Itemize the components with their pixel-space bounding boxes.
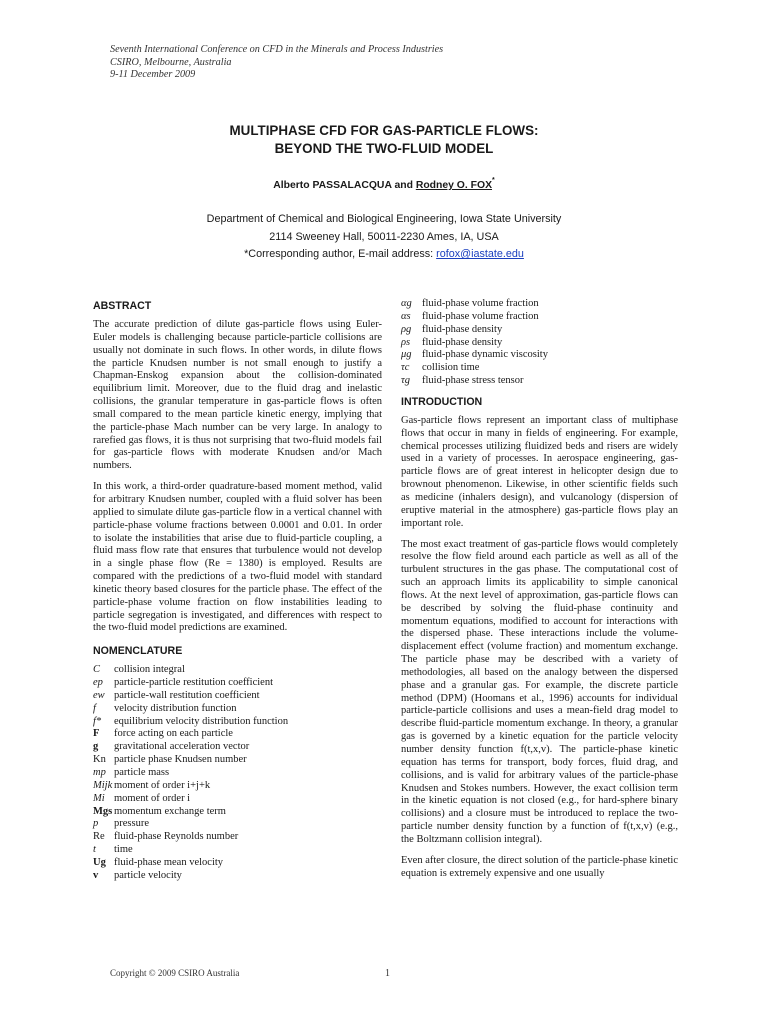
nomenclature-definition: momentum exchange term xyxy=(114,805,226,817)
nomenclature-item xyxy=(93,690,382,703)
nomenclature-item xyxy=(93,767,382,780)
nomenclature-definition: moment of order i+j+k xyxy=(114,779,211,791)
nomenclature-definition: equilibrium velocity distribution function xyxy=(114,715,289,727)
email-link[interactable]: rofox@iastate.edu xyxy=(436,248,524,260)
nomenclature-definition: force acting on each particle xyxy=(114,728,233,740)
nomenclature-symbol: C xyxy=(93,664,101,676)
left-column xyxy=(93,298,382,883)
nomenclature-symbol: p xyxy=(93,818,99,830)
abstract-paragraph-1: The accurate prediction of dilute gas-particle flows using Euler-Euler models is challenging because particle-particle collisions are usually not dominate in such flows. In other words, in dilute flows the particle Knudsen number is not small enough to justify a Chapman-Enskog expansion about the collision-dominated equilibrium limit. Moreover, due to the fluid drag and inelastic collisions, the granular temperature in gas-particle flows is often small compared to the mean particle kinetic energy, implying that the particle-phase Mach number can be very large. In analogy to rarefied gas flows, it is thus not surprising that two-fluid models fail for gas-particle flows with moderate Knudsen and/or Mach numbers. xyxy=(93,319,382,472)
paper-title xyxy=(0,122,768,158)
nomenclature-item xyxy=(93,716,382,729)
nomenclature-symbol: τc xyxy=(401,362,410,374)
title-line-2: BEYOND THE TWO-FLUID MODEL xyxy=(274,141,494,156)
nomenclature-definition: fluid-phase mean velocity xyxy=(114,856,224,868)
author-fox: Rodney O. FOX xyxy=(415,180,493,191)
nomenclature-definition: fluid-phase stress tensor xyxy=(422,375,524,387)
author-list xyxy=(0,177,768,191)
nomenclature-item xyxy=(93,870,382,883)
nomenclature-definition: pressure xyxy=(114,818,149,830)
nomenclature-symbol: Re xyxy=(93,831,105,843)
nomenclature-definition: moment of order i xyxy=(114,792,191,804)
corresponding-mark: * xyxy=(492,177,495,184)
author-passalacqua: Alberto PASSALACQUA xyxy=(273,180,392,191)
nomenclature-greek-list xyxy=(401,298,678,388)
title-line-1: MULTIPHASE CFD FOR GAS-PARTICLE FLOWS: xyxy=(229,123,539,138)
nomenclature-heading: NOMENCLATURE xyxy=(93,645,183,658)
nomenclature-definition: fluid-phase density xyxy=(422,323,503,335)
nomenclature-item xyxy=(401,337,678,350)
nomenclature-item xyxy=(93,806,382,819)
nomenclature-item xyxy=(93,780,382,793)
nomenclature-item xyxy=(401,362,678,375)
email-prefix: *Corresponding author, E-mail address: xyxy=(244,248,437,260)
nomenclature-symbol: Ug xyxy=(93,856,106,868)
nomenclature-item xyxy=(93,857,382,870)
nomenclature-item xyxy=(401,298,678,311)
copyright-notice: Copyright © 2009 CSIRO Australia xyxy=(110,968,240,978)
nomenclature-item xyxy=(401,375,678,388)
nomenclature-symbol: F xyxy=(93,728,100,740)
nomenclature-symbol: ρg xyxy=(401,323,412,335)
nomenclature-definition: fluid-phase dynamic viscosity xyxy=(422,349,548,361)
nomenclature-item xyxy=(93,793,382,806)
nomenclature-definition: collision time xyxy=(422,362,480,374)
nomenclature-definition: particle-wall restitution coefficient xyxy=(114,689,260,701)
nomenclature-definition: fluid-phase volume fraction xyxy=(422,298,539,309)
nomenclature-symbol: αs xyxy=(401,310,411,322)
introduction-heading: INTRODUCTION xyxy=(401,395,483,408)
nomenclature-definition: particle-particle restitution coefficient xyxy=(114,677,273,689)
nomenclature-definition: particle velocity xyxy=(114,869,182,881)
conference-name: Seventh International Conference on CFD in the Minerals and Process Industries xyxy=(110,44,444,55)
nomenclature-symbol: ρs xyxy=(401,336,411,348)
nomenclature-item xyxy=(93,754,382,767)
nomenclature-definition: gravitational acceleration vector xyxy=(114,741,250,753)
nomenclature-definition: time xyxy=(114,844,133,856)
nomenclature-item xyxy=(93,703,382,716)
nomenclature-definition: velocity distribution function xyxy=(114,702,237,714)
introduction-paragraph-2: The most exact treatment of gas-particle flows would completely resolve the flow field around each particle as well as all of the turbulent structures in the gas phase. The computational cost of such an approach limits its applicability to simple canonical flows. At the next level of approximation, gas-particle flows can be described by solving the fluid-phase continuity and momentum equations, modified to account for interactions with the dispersed phase. These interactions include the volume-displacement effect (volume fraction) and momentum exchange. The particle phase may be described with a variety of methodologies, all based on the analogy between the dispersed phase and a granular gas. For example, the discrete particle method (DPM) (Hoomans et al., 1996) accounts for individual particle-particle collisions and uses a mean-field drag model to describe fluid-particle momentum exchange. In theory, a granular gas is governed by a kinetic equation for the particle velocity number density function f(t,x,v). The particle-phase kinetic equation has terms for transport, body forces, fluid drag, and collisions, and is valid for arbitrary values of the particle-phase Knudsen and Stokes numbers. However, the exact collision term in the kinetic equation is not closed (e.g., for hard-sphere binary collisions) and a closure must be introduced to replace the two-particle number density function by a function of f(t,x,v) (e.g., the Boltzmann collision integral). xyxy=(401,538,678,845)
nomenclature-symbol: Mi xyxy=(93,792,105,804)
abstract-heading: ABSTRACT xyxy=(93,300,152,312)
nomenclature-item xyxy=(93,831,382,844)
nomenclature-symbol: Mgs xyxy=(93,805,113,817)
nomenclature-item xyxy=(401,311,678,324)
author-separator: and xyxy=(391,180,416,191)
corresponding-author xyxy=(0,246,768,264)
conference-header xyxy=(110,44,443,82)
page-number: 1 xyxy=(385,968,390,979)
nomenclature-item xyxy=(401,349,678,362)
nomenclature-symbol: μg xyxy=(401,349,412,361)
nomenclature-symbol: αg xyxy=(401,298,412,309)
right-column xyxy=(401,298,678,888)
nomenclature-symbol: f xyxy=(93,702,96,714)
nomenclature-symbol: f* xyxy=(93,715,102,727)
nomenclature-item xyxy=(93,677,382,690)
nomenclature-symbol: mp xyxy=(93,767,106,778)
introduction-paragraph-1: Gas-particle flows represent an important class of multiphase flows that occur in many in fields of engineering. For example, chemical processes utilizing fluidized beds and risers are widely used in a variety of processes. In aerospace engineering, gas-particle flows are of great interest in helicopter design due to brownout phenomenon. Likewise, in other scientific fields such as medicine (inhalers design), and vulcanology (dispersion of eruptive material in the atmosphere) gas-particle flows play an important role. xyxy=(401,414,678,529)
nomenclature-item xyxy=(93,818,382,831)
abstract-paragraph-2: In this work, a third-order quadrature-based moment method, valid for arbitrary Knudsen number, coupled with a fluid solver has been applied to simulate dilute gas-particle flow in a vertical channel with particle-phase volume fractions between 0.0001 and 0.01. In order to isolate the instabilities that arise due to fluid-particle coupling, a fluid mass flow rate that ensures that turbulence would not develop in a single phase flow (Re = 1380) is employed. Results are compared with the predictions of a two-fluid model with standard kinetic theory based closures for the particle phase. The effect of the particle-phase volume fraction on flow instabilities leading to particle segregation is investigated, and differences with respect to the two-fluid model predictions are examined. xyxy=(93,481,382,634)
affiliation xyxy=(0,211,768,264)
introduction-paragraph-3: Even after closure, the direct solution of the particle-phase kinetic equation is extremely expensive and one usually xyxy=(401,854,678,879)
nomenclature-symbol: Mijk xyxy=(93,779,113,791)
nomenclature-symbol: t xyxy=(93,844,96,856)
nomenclature-definition: fluid-phase volume fraction xyxy=(422,310,539,322)
nomenclature-item xyxy=(401,324,678,337)
nomenclature-symbol: ep xyxy=(93,677,103,689)
nomenclature-definition: particle mass xyxy=(114,767,170,778)
conference-dates: 9-11 December 2009 xyxy=(110,69,196,81)
nomenclature-item xyxy=(93,664,382,677)
nomenclature-definition: collision integral xyxy=(114,664,185,676)
conference-location: CSIRO, Melbourne, Australia xyxy=(110,56,232,68)
nomenclature-symbol: v xyxy=(93,869,99,881)
affiliation-department: Department of Chemical and Biological Engineering, Iowa State University xyxy=(206,213,562,225)
nomenclature-list xyxy=(93,664,382,882)
nomenclature-symbol: g xyxy=(93,741,99,753)
nomenclature-definition: fluid-phase Reynolds number xyxy=(114,831,239,843)
affiliation-address: 2114 Sweeney Hall, 50011-2230 Ames, IA, USA xyxy=(269,230,499,243)
nomenclature-definition: fluid-phase density xyxy=(422,336,503,348)
nomenclature-definition: particle phase Knudsen number xyxy=(114,754,247,766)
nomenclature-item xyxy=(93,844,382,857)
nomenclature-symbol: τg xyxy=(401,375,411,387)
nomenclature-item xyxy=(93,728,382,741)
nomenclature-item xyxy=(93,741,382,754)
nomenclature-symbol: Kn xyxy=(93,754,106,766)
nomenclature-symbol: ew xyxy=(93,689,105,701)
